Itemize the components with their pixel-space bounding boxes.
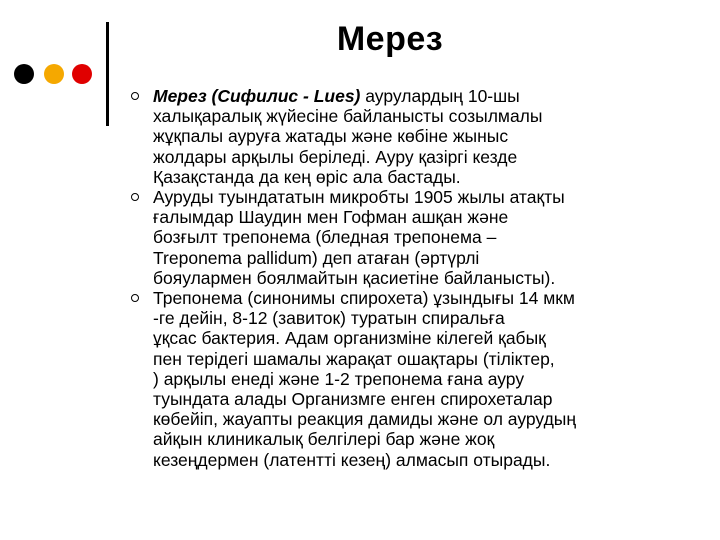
- text-line: -ге дейін, 8-12 (завиток) туратын спиральға: [153, 308, 505, 329]
- text-line: туындата алады Организмге енген спирохеталар: [153, 389, 553, 410]
- bullet-circle-icon: [131, 294, 139, 302]
- decorative-dots: [6, 64, 96, 86]
- term-emphasis: Мерез (Сифилис - Lues): [153, 86, 361, 106]
- black-dot: [14, 64, 34, 84]
- text-line: Трепонема (синонимы спирохета) ұзындығы 14 мкм: [153, 288, 575, 309]
- bullet-item-2: [128, 187, 668, 288]
- text-line: ) арқылы енеді және 1-2 трепонема ғана ауру: [153, 368, 525, 389]
- text-line: кезеңдермен (латентті кезең) алмасып отырады.: [153, 449, 551, 470]
- text-line: пен терідегі шамалы жарақат ошақтары (тіліктер,: [153, 348, 555, 369]
- bullet-circle-icon: [131, 193, 139, 201]
- slide-title: Мерез: [336, 20, 444, 58]
- text-line: ғалымдар Шаудин мен Гофман ашқан және: [153, 207, 509, 228]
- text-line: айқын клиникалық белгілері бар және жоқ: [153, 429, 495, 450]
- bullet-item-1: [128, 86, 668, 187]
- text-line: Ауруды туындататын микробты 1905 жылы атақты: [153, 187, 565, 208]
- text-line: жолдары арқылы беріледі. Ауру қазіргі кезде: [153, 146, 518, 167]
- text-line: Treponema pallidum) деп атаған (әртүрлі: [153, 247, 480, 268]
- text-line: ұқсас бактерия. Адам организміне кілегей қабық: [153, 328, 546, 349]
- text-line: Қазақстанда да кең өріс ала бастады.: [153, 166, 461, 187]
- vertical-divider: [106, 22, 109, 126]
- bullet-circle-icon: [131, 92, 139, 100]
- bullet-list: [128, 86, 668, 470]
- text-line: жұқпалы ауруға жатады және көбіне жыныс: [153, 126, 509, 147]
- red-dot: [72, 64, 92, 84]
- text-line: көбейіп, жауапты реакция дамиды және ол аурудың: [153, 409, 577, 430]
- text-line: халықаралық жүйесіне байланысты созылмалы: [153, 106, 543, 127]
- text-line: бозғылт трепонема (бледная трепонема –: [153, 227, 497, 248]
- bullet-item-3: [128, 288, 668, 470]
- text-line: аурулардың 10-шы: [360, 86, 520, 106]
- orange-dot: [44, 64, 64, 84]
- text-line: бояулармен боялмайтын қасиетіне байланысты).: [153, 267, 556, 288]
